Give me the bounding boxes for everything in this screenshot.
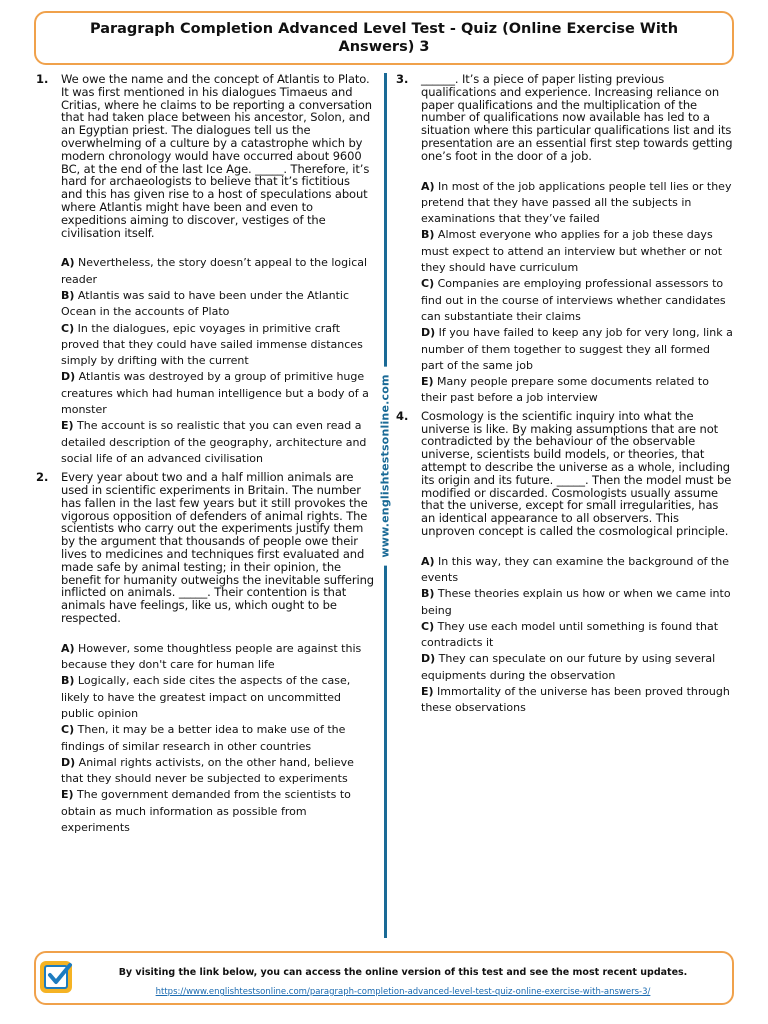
option-letter: B) — [61, 288, 75, 302]
option-text: Nevertheless, the story doesn’t appeal to the logical reader — [61, 256, 368, 286]
option-a[interactable] — [61, 641, 374, 674]
left-column — [36, 73, 374, 836]
option-d[interactable] — [61, 369, 374, 418]
option-letter: D) — [61, 370, 76, 384]
option-text: They can speculate on our future by using several equipments during the observation — [421, 652, 716, 682]
option-text: Companies are employing professional assessors to find out in the course of interviews whether candidates can substantiate their claims — [421, 277, 726, 323]
question-2 — [36, 471, 374, 836]
option-text: The government demanded from the scientists to obtain as much information as possible from experiments — [61, 788, 351, 835]
option-text: They use each model until something is found that contradicts it — [421, 619, 719, 650]
online-test-link[interactable]: https://www.englishtestsonline.com/paragraph-completion-advanced-level-test-quiz-online-exercise-with-answers-3/ — [155, 987, 651, 997]
question-1 — [36, 73, 374, 467]
option-letter: C) — [421, 277, 435, 291]
header-box — [34, 11, 734, 65]
option-text: These theories explain us how or when we came into being — [421, 587, 731, 617]
options-list — [421, 554, 736, 717]
option-text: The account is so realistic that you can even read a detailed description of the geography, architecture and social life of an advanced civilisation — [61, 419, 367, 465]
option-text: In this way, they can examine the background of the events — [421, 554, 729, 584]
option-letter: D) — [421, 652, 436, 666]
option-d[interactable] — [421, 651, 736, 684]
option-text: Atlantis was said to have been under the Atlantic Ocean in the accounts of Plato — [61, 288, 350, 319]
option-letter: E) — [421, 685, 434, 699]
option-c[interactable] — [61, 321, 374, 370]
option-letter: E) — [61, 788, 74, 802]
options-list — [61, 255, 374, 467]
question-text: We owe the name and the concept of Atlantis to Plato. It was first mentioned in his dialogues Timaeus and Critias, where he claims to be reporting a conversation that had taken place between his ancestor, Solon, and an Egyptian priest. The dialogues tell us the overwhelming of a culture by a catastrophe which by modern chronology would have occurred about 9600 BC, at the end of the last Ice Age. _____. Therefore, it’s hard for archaeologists to believe that it’s fictitious and this has given rise to a host of speculations about where Atlantis might have been and even to expeditions aiming to discover, vestiges of the civilisation itself. — [61, 72, 372, 240]
option-a[interactable] — [61, 255, 374, 288]
option-text: In most of the job applications people tell lies or they pretend that they have passed all the subjects in examinations that they’ve failed — [421, 179, 732, 226]
option-text: Immortality of the universe has been proved through these observations — [421, 685, 730, 715]
option-e[interactable] — [61, 787, 374, 836]
option-e[interactable] — [421, 684, 736, 717]
option-letter: A) — [61, 641, 75, 655]
page-title: Paragraph Completion Advanced Level Test - Quiz (Online Exercise With Answers) 3 — [89, 21, 679, 55]
option-letter: A) — [421, 554, 435, 568]
option-text: However, some thoughtless people are against this because they don't care for human life — [61, 641, 362, 672]
option-b[interactable] — [61, 673, 374, 722]
right-column — [396, 73, 736, 717]
option-letter: E) — [61, 419, 74, 433]
option-c[interactable] — [421, 619, 736, 652]
option-letter: B) — [421, 228, 435, 242]
option-b[interactable] — [61, 288, 374, 321]
option-b[interactable] — [421, 586, 736, 619]
option-c[interactable] — [421, 276, 736, 325]
option-a[interactable] — [421, 554, 736, 587]
side-watermark: www.englishtestsonline.com — [379, 366, 392, 565]
option-text: Animal rights activists, on the other hand, believe that they should never be subjected to experiments — [61, 755, 354, 786]
option-letter: D) — [421, 326, 436, 340]
option-text: Many people prepare some documents related to their past before a job interview — [421, 375, 709, 405]
option-letter: A) — [421, 179, 435, 193]
option-d[interactable] — [61, 755, 374, 788]
option-letter: B) — [61, 674, 75, 688]
option-d[interactable] — [421, 325, 736, 374]
option-c[interactable] — [61, 722, 374, 755]
question-3 — [396, 73, 736, 407]
option-b[interactable] — [421, 227, 736, 276]
question-text: Every year about two and a half million animals are used in scientific experiments in Britain. The number has fallen in the last few years but it still provokes the vigorous opposition of defenders of animal rights. The scientists who carry out the experiments justify them by the argument that thousands of people owe their lives to medicines and techniques first evaluated and made safe by animal testing; in their opinion, the benefit for humanity outweighs the inevitable suffering inflicted on animals. _____. Their contention is that animals have feelings, like us, which ought to be respected. — [61, 470, 374, 625]
option-letter: A) — [61, 256, 75, 270]
option-letter: B) — [421, 587, 435, 601]
option-e[interactable] — [421, 374, 736, 407]
footer-box — [34, 951, 734, 1005]
option-letter: C) — [421, 619, 435, 633]
options-list — [61, 641, 374, 837]
footer-text — [80, 967, 726, 998]
question-number: 1. — [36, 72, 49, 86]
option-e[interactable] — [61, 418, 374, 467]
question-text: ______. It’s a piece of paper listing previous qualifications and experience. Increasing reliance on paper qualifications and the multiplication of the number of qualifications now available has led to a situation where this particular qualifications list and its presentation are an essential first step towards getting one’s foot in the door of a job. — [421, 72, 733, 163]
option-a[interactable] — [421, 179, 736, 228]
checkbox-icon — [40, 961, 72, 993]
option-text: Atlantis was destroyed by a group of primitive huge creatures which had human intelligence but a body of a monster — [61, 370, 369, 417]
option-letter: D) — [61, 755, 76, 769]
options-list — [421, 179, 736, 407]
question-text: Cosmology is the scientific inquiry into what the universe is like. By making assumptions that are not contradicted by the behaviour of the observable universe, scientists build models, or theories, that attempt to describe the universe as a whole, including its origin and its future. _____. Then the model must be modified or discarded. Cosmologists usually assume that the universe, except for small irregularities, has an identical appearance to all observers. This unproven concept is called the cosmological principle. — [421, 408, 732, 538]
option-letter: C) — [61, 723, 75, 737]
question-number: 3. — [396, 72, 409, 86]
option-letter: C) — [61, 321, 75, 335]
question-4 — [396, 410, 736, 717]
question-number: 2. — [36, 470, 49, 485]
question-number: 4. — [396, 408, 409, 423]
option-text: If you have failed to keep any job for very long, link a number of them together to suggest they all formed part of the same job — [421, 326, 733, 372]
option-text: Then, it may be a better idea to make use of the findings of similar research in other countries — [61, 723, 346, 753]
option-text: Almost everyone who applies for a job these days must expect to attend an interview but whether or not they should have curriculum — [421, 228, 723, 275]
option-text: Logically, each side cites the aspects of the case, likely to have the greatest impact on uncommitted public opinion — [61, 674, 351, 720]
option-letter: E) — [421, 375, 434, 389]
option-text: In the dialogues, epic voyages in primitive craft proved that they could have sailed immense distances simply by drifting with the current — [61, 321, 363, 368]
footer-note: By visiting the link below, you can access the online version of this test and see the most recent updates. — [118, 967, 688, 978]
